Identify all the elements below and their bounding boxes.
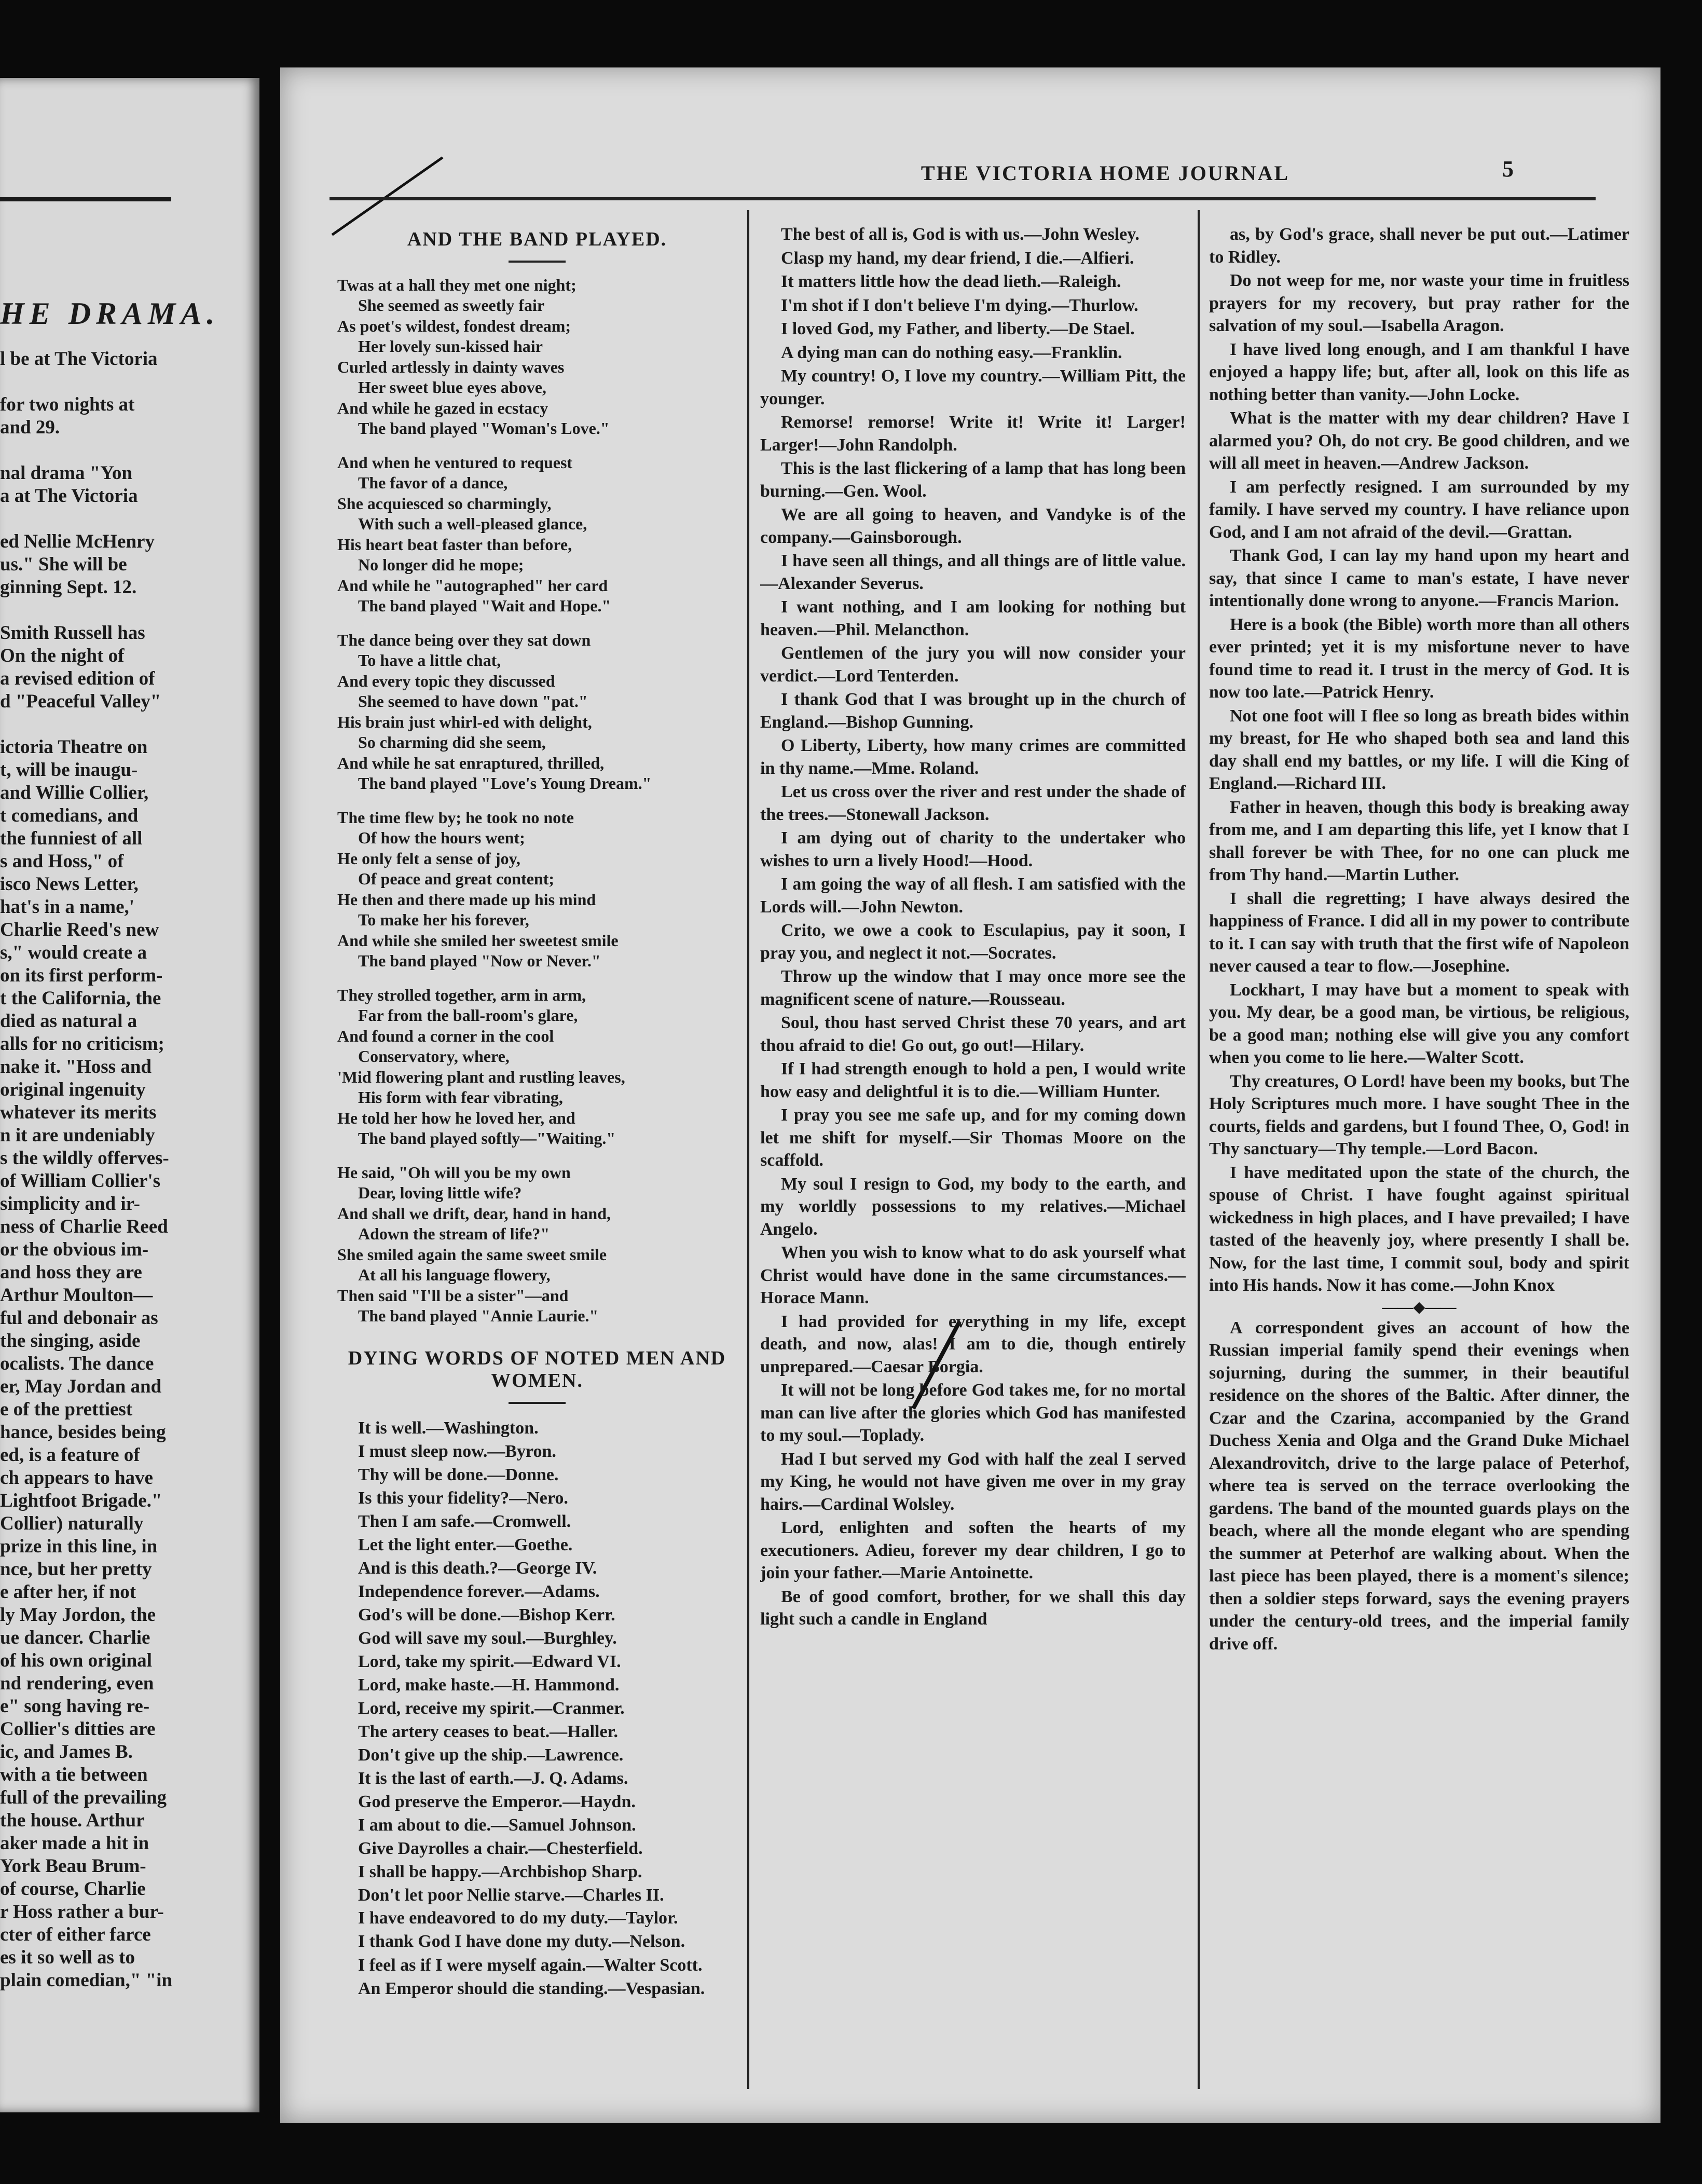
stub-line: s," would create a (0, 942, 147, 963)
quote-paragraph: This is the last flickering of a lamp that has long been burning.—Gen. Wool. (760, 459, 1186, 501)
stub-line: Arthur Moulton— (0, 1285, 153, 1306)
quote-paragraph: If I had strength enough to hold a pen, I would write how easy and delightful it is to die.—William Hunter. (760, 1059, 1186, 1101)
stub-line: Lightfoot Brigade." (0, 1490, 162, 1511)
stub-line: hance, besides being (0, 1422, 166, 1443)
stub-line: On the night of (0, 645, 125, 666)
quote-paragraph: I am perfectly resigned. I am surrounded by my family. I have served my country. I have reliance upon God, and I am not afraid of the devil.—Grattan. (1209, 477, 1629, 542)
stub-line: es it so well as to (0, 1947, 135, 1968)
stub-line (0, 371, 182, 393)
stub-line: nake it. "Hoss and (0, 1056, 152, 1077)
quote-paragraph: Clasp my hand, my dear friend, I die.—Alfieri. (781, 248, 1134, 268)
stub-line: for two nights at (0, 394, 135, 415)
quote-paragraph: Had I but served my God with half the zeal I served my King, he would not have given me over in my gray hairs.—Cardinal Wolsley. (760, 1449, 1186, 1514)
stub-line: ictoria Theatre on (0, 736, 148, 758)
quote-paragraph: I feel as if I were myself again.—Walter Scott. (358, 1955, 703, 1975)
quote-line: And is this death.?—George IV. (358, 1558, 597, 1578)
quote-paragraph: I thank God I have done my duty.—Nelson. (358, 1932, 685, 1951)
column-1 (337, 223, 737, 2112)
poem-line: The dance being over they sat down (337, 630, 591, 649)
quote-paragraph: I have seen all things, and all things are of little value.—Alexander Severus. (760, 551, 1186, 593)
poem-line: He only felt a sense of joy, (337, 849, 520, 868)
stub-line: the singing, aside (0, 1330, 141, 1352)
quote-paragraph: Thy creatures, O Lord! have been my books, but The Holy Scriptures much more. I have sought Thee in the courts, fields and gardens, but I found Thee, O, God! in Thy sanctuary—Thy temple.—Lord Bacon. (1209, 1071, 1629, 1158)
poem-line: Of how the hours went; (358, 828, 525, 847)
poem-stanza (337, 453, 737, 617)
stub-line: simplicity and ir- (0, 1193, 140, 1214)
poem-line: His form with fear vibrating, (358, 1088, 563, 1107)
poem-line: Adown the stream of life?" (358, 1224, 550, 1243)
quote-paragraph: I loved God, my Father, and liberty.—De Stael. (781, 319, 1135, 338)
quote-paragraph: My soul I resign to God, my body to the earth, and my worldly possessions to my relatives.—Michael Angelo. (760, 1174, 1186, 1239)
quote-paragraph: Soul, thou hast served Christ these 70 years, and art thou afraid to die! Go out, go out!—Hilary. (760, 1013, 1186, 1055)
poem-line: He then and there made up his mind (337, 890, 596, 909)
quote-paragraph: I am dying out of charity to the undertaker who wishes to urn a lively Hood!—Hood. (760, 828, 1186, 870)
quote-paragraph: as, by God's grace, shall never be put out.—Latimer to Ridley. (1209, 225, 1629, 267)
poem-line: And shall we drift, dear, hand in hand, (337, 1204, 611, 1223)
stub-line: prize in this line, in (0, 1536, 158, 1557)
stub-line (0, 599, 182, 622)
poem-line: Dear, loving little wife? (358, 1183, 522, 1202)
stub-line: er, May Jordan and (0, 1376, 162, 1397)
quote-paragraph: I shall die regretting; I have always desired the happiness of France. I did all in my power to contribute to it. I can say with truth that the first wife of Napoleon never caused a tear to flow.—Josephine. (1209, 889, 1629, 976)
stub-line: and hoss they are (0, 1262, 142, 1283)
quote-line: Lord, receive my spirit.—Cranmer. (358, 1698, 625, 1718)
quote-line: Give Dayrolles a chair.—Chesterfield. (358, 1838, 643, 1858)
stub-line: hat's in a name,' (0, 896, 135, 918)
quote-line: Lord, take my spirit.—Edward VI. (358, 1651, 621, 1671)
quote-line: The artery ceases to beat.—Haller. (358, 1722, 619, 1741)
poem-line: And every topic they discussed (337, 671, 555, 690)
quotes-col2 (760, 223, 1186, 1631)
poem-line: Then said "I'll be a sister"—and (337, 1286, 569, 1305)
quote-paragraph: When you wish to know what to do ask yourself what Christ would have done in the same circumstances.—Horace Mann. (760, 1243, 1186, 1307)
quote-paragraph: What is the matter with my dear children? Have I alarmed you? Oh, do not cry. Be good children, and we will all meet in heaven.—Andrew Jackson. (1209, 408, 1629, 473)
stub-line: s and Hoss," of (0, 851, 124, 872)
poem-line: And while he gazed in ecstacy (337, 398, 548, 417)
ornament-divider: ——◆—— (1382, 1298, 1457, 1316)
quotes-col3 (1209, 223, 1629, 1297)
stub-line (0, 508, 182, 530)
quote-paragraph: Crito, we owe a cook to Esculapius, pay it soon, I pray you, and neglect it not.—Socrates. (760, 921, 1186, 963)
poem-line: He said, "Oh will you be my own (337, 1163, 571, 1182)
quote-line: Independence forever.—Adams. (358, 1581, 600, 1601)
quote-line: It is well.—Washington. (358, 1418, 539, 1438)
quote-paragraph: My country! O, I love my country.—William Pitt, the younger. (760, 366, 1186, 408)
stub-line: t, will be inaugu- (0, 759, 138, 781)
stub-line: ly May Jordon, the (0, 1604, 156, 1626)
title-dash-2 (509, 1402, 566, 1404)
page-number: 5 (1502, 156, 1514, 182)
stub-line: aker made a hit in (0, 1833, 149, 1854)
stub-line: Charlie Reed's new (0, 919, 159, 940)
quote-paragraph: Not one foot will I flee so long as breath bides within my breast, for He who shaped both sea and land this day shall end my battles, or my life. I will die King of England.—Richard III. (1209, 706, 1629, 793)
stub-line: with a tie between (0, 1764, 148, 1785)
quote-paragraph: Here is a book (the Bible) worth more than all others ever printed; yet it is my misfortune never to have found time to read it. I trust in the mercy of God. It is now too late.—Patrick Henry. (1209, 615, 1629, 702)
stub-line: or the obvious im- (0, 1239, 149, 1260)
stub-line: Smith Russell has (0, 622, 145, 644)
poem-line: She seemed as sweetly fair (358, 296, 545, 315)
stub-line: and 29. (0, 417, 60, 438)
stub-line: nd rendering, even (0, 1673, 154, 1694)
poem-line: To make her his forever, (358, 910, 529, 929)
quote-paragraph: Lockhart, I may have but a moment to speak with you. My dear, be a good man, be virtious, be religious, be a good man; nothing else will give you any comfort when you come to lie here.—Walter Scott. (1209, 980, 1629, 1067)
stub-line: the house. Arthur (0, 1810, 145, 1831)
poem-line: The band played "Now or Never." (358, 951, 601, 970)
poem-body (337, 275, 737, 1327)
quote-line: It is the last of earth.—J. Q. Adams. (358, 1768, 628, 1788)
quote-paragraph: I pray you see me safe up, and for my coming down let me shift for myself.—Sir Thomas Moore on the scaffold. (760, 1105, 1186, 1170)
poem-line: And when he ventured to request (337, 453, 573, 472)
quote-paragraph: I have lived long enough, and I am thankful I have enjoyed a happy life; but, after all, look on this life as nothing better than vanity.—John Locke. (1209, 339, 1629, 404)
quote-line: Thy will be done.—Donne. (358, 1465, 559, 1484)
poem-line: He told her how he loved her, and (337, 1108, 575, 1127)
poem-line: They strolled together, arm in arm, (337, 985, 586, 1004)
poem-line: The band played "Love's Young Dream." (358, 774, 652, 793)
poem-line: She smiled again the same sweet smile (337, 1245, 607, 1264)
adjacent-page-stub (0, 78, 259, 2112)
quote-paragraph: Remorse! remorse! Write it! Write it! Larger! Larger!—John Randolph. (760, 413, 1186, 455)
stub-line: ocalists. The dance (0, 1353, 154, 1374)
column-rule-1 (747, 210, 749, 2089)
stub-line: York Beau Brum- (0, 1855, 146, 1877)
stub-line: ginning Sept. 12. (0, 577, 137, 598)
dying-words-title: DYING WORDS OF NOTED MEN AND WOMEN. (348, 1347, 726, 1391)
quote-line: Let the light enter.—Goethe. (358, 1535, 573, 1554)
quote-line: Is this your fidelity?—Nero. (358, 1488, 568, 1508)
stub-line: nce, but her pretty (0, 1559, 152, 1580)
poem-stanza (337, 1163, 737, 1327)
stub-line: alls for no criticism; (0, 1033, 164, 1055)
poem-line: So charming did she seem, (358, 733, 546, 752)
stub-line: Collier's ditties are (0, 1718, 156, 1740)
poem-line: His brain just whirl-ed with delight, (337, 712, 592, 731)
quote-line: God preserve the Emperor.—Haydn. (358, 1792, 636, 1811)
quote-paragraph: The best of all is, God is with us.—John Wesley. (781, 225, 1140, 244)
stub-line: nal drama "Yon (0, 462, 132, 484)
title-dash (509, 261, 566, 263)
quote-paragraph: It matters little how the dead lieth.—Raleigh. (781, 272, 1121, 291)
short-quotes (337, 1416, 737, 1907)
stub-line: e of the prettiest (0, 1399, 133, 1420)
poem-line: The band played softly—"Waiting." (358, 1129, 616, 1148)
quote-line: Then I am safe.—Cromwell. (358, 1511, 571, 1531)
stub-line: of William Collier's (0, 1170, 161, 1192)
poem-line: The band played "Wait and Hope." (358, 596, 611, 615)
stub-line: r Hoss rather a bur- (0, 1901, 164, 1922)
quote-paragraph: I thank God that I was brought up in the church of England.—Bishop Gunning. (760, 690, 1186, 732)
quote-paragraph: Gentlemen of the jury you will now consider your verdict.—Lord Tenterden. (760, 644, 1186, 686)
newspaper-page (280, 67, 1660, 2123)
quote-line: God's will be done.—Bishop Kerr. (358, 1605, 615, 1625)
stub-line: e" song having re- (0, 1696, 150, 1717)
quote-paragraph: I had provided for everything in my life, except death, and now, alas! I am to die, though entirely unprepared.—Caesar Borgia. (760, 1312, 1186, 1376)
russian-family-paragraph: A correspondent gives an account of how the Russian imperial family spend their evenings when sojurning, during the summer, in their beautiful residence on the shores of the Baltic. After dinner, the Czar and the Czarina, accompanied by the Grand Duchess Xenia and Olga and the Grand Duke Michael Alexandrovitch, drive to the large palace of Peterhof, where tea is served on the terrace overlooking the gardens. The band of the mounted guards plays on the beach, where all the monde elegant who are spending the summer at Peterhof are walking about. When the last piece has been played, there is a moment's silence; then a soldier steps forward, says the evening prayers under the century-old trees, and the imperial family drive off. (1209, 1318, 1629, 1654)
poem-line: At all his language flowery, (358, 1265, 551, 1284)
quote-paragraph: Let us cross over the river and rest under the shade of the trees.—Stonewall Jackson. (760, 782, 1186, 824)
poem-line: And found a corner in the cool (337, 1026, 554, 1045)
stub-text-lines (0, 348, 182, 1992)
stub-line: l be at The Victoria (0, 348, 158, 370)
quote-paragraph: Throw up the window that I may once more see the magnificent scene of nature.—Rousseau. (760, 967, 1186, 1009)
poem-line: And while she smiled her sweetest smile (337, 931, 619, 950)
stub-line: original ingenuity (0, 1079, 146, 1100)
stub-line: a at The Victoria (0, 485, 138, 507)
quote-line: God will save my soul.—Burghley. (358, 1628, 617, 1648)
poem-line: She seemed to have down "pat." (358, 692, 588, 711)
stub-line: us." She will be (0, 554, 127, 575)
quote-paragraph: I'm shot if I don't believe I'm dying.—Thurlow. (781, 295, 1138, 315)
stub-line: t the California, the (0, 988, 161, 1009)
column-3 (1209, 223, 1629, 2112)
poem-line: The band played "Woman's Love." (358, 419, 610, 438)
poem-stanza (337, 275, 737, 439)
stub-line: died as natural a (0, 1011, 138, 1032)
stub-line: ue dancer. Charlie (0, 1627, 150, 1648)
stub-line: ness of Charlie Reed (0, 1216, 168, 1237)
stub-line: full of the prevailing (0, 1787, 167, 1808)
poem-line: With such a well-pleased glance, (358, 514, 587, 533)
poem-line: And while he "autographed" her card (337, 576, 608, 595)
column-2 (760, 223, 1186, 2112)
poem-line: 'Mid flowering plant and rustling leaves, (337, 1067, 625, 1086)
stub-line: ch appears to have (0, 1467, 153, 1489)
poem-line: And while he sat enraptured, thrilled, (337, 753, 605, 772)
quote-paragraph: Do not weep for me, nor waste your time in fruitless prayers for my recovery, but pray rather for the salvation of my soul.—Isabella Aragon. (1209, 271, 1629, 335)
poem-line: Of peace and great content; (358, 869, 554, 888)
stub-line: the funniest of all (0, 828, 143, 849)
stub-line: Collier) naturally (0, 1513, 144, 1534)
quote-line: Don't give up the ship.—Lawrence. (358, 1745, 624, 1765)
quote-line: Lord, make haste.—H. Hammond. (358, 1675, 620, 1695)
quote-paragraph: I have meditated upon the state of the church, the spouse of Christ. I have fought against spiritual wickedness in high places, and I have prevailed; I have tasted of the heavenly joy, where presently I shall be. Now, for the last time, I commit soul, body and spirit into His hands. Now it has come.—John Knox (1209, 1163, 1629, 1295)
quote-paragraph: Be of good comfort, brother, for we shall this day light such a candle in England (760, 1587, 1186, 1629)
stub-rule (0, 197, 171, 201)
poem-line: Far from the ball-room's glare, (358, 1006, 578, 1025)
poem-line: The band played "Annie Laurie." (358, 1306, 599, 1325)
poem-stanza (337, 808, 737, 972)
poem-line: She acquiesced so charmingly, (337, 494, 552, 513)
poem-line: Twas at a hall they met one night; (337, 275, 577, 294)
stub-line: a revised edition of (0, 668, 155, 689)
quote-paragraph: An Emperor should die standing.—Vespasian. (358, 1979, 705, 1998)
stub-line: and Willie Collier, (0, 782, 149, 803)
poem-stanza (337, 985, 737, 1149)
stub-line: d "Peaceful Valley" (0, 691, 161, 712)
quote-paragraph: I have endeavored to do my duty.—Taylor. (358, 1908, 678, 1928)
stub-heading: HE DRAMA. (0, 296, 220, 331)
stub-line: cter of either farce (0, 1924, 151, 1945)
quote-paragraph: I am going the way of all flesh. I am satisfied with the Lords will.—John Newton. (760, 875, 1186, 917)
stub-line: e after her, if not (0, 1581, 136, 1603)
stub-line: isco News Letter, (0, 873, 139, 895)
poem-line: Her lovely sun-kissed hair (358, 337, 543, 356)
stub-line: s the wildly offerves- (0, 1148, 169, 1169)
poem-line: His heart beat faster than before, (337, 535, 572, 554)
quote-paragraph: Thank God, I can lay my hand upon my heart and say, that since I came to man's estate, I have never intentionally done wrong to anyone.—Francis Marion. (1209, 546, 1629, 610)
poem-line: No longer did he mope; (358, 555, 524, 574)
long-quotes-col1 (337, 1907, 737, 2000)
quote-paragraph: Father in heaven, though this body is breaking away from me, and I am departing this life, yet I know that I shall forever be with Thee, for no one can pluck me from Thy hand.—Martin Luther. (1209, 797, 1629, 884)
stub-line: of his own original (0, 1650, 152, 1671)
poem-line: To have a little chat, (358, 651, 501, 670)
stub-line: ed, is a feature of (0, 1444, 140, 1466)
stub-line (0, 439, 182, 462)
poem-line: The time flew by; he took no note (337, 808, 574, 827)
quote-paragraph: A dying man can do nothing easy.—Franklin. (781, 343, 1122, 362)
header-rule (330, 197, 1596, 200)
masthead-title: THE VICTORIA HOME JOURNAL (921, 161, 1290, 185)
quote-line: I must sleep now.—Byron. (358, 1441, 556, 1461)
stub-line: ed Nellie McHenry (0, 531, 155, 552)
stub-line: t comedians, and (0, 805, 139, 826)
poem-line: The favor of a dance, (358, 473, 508, 492)
stub-line: ic, and James B. (0, 1741, 133, 1763)
quote-paragraph: O Liberty, Liberty, how many crimes are committed in thy name.—Mme. Roland. (760, 736, 1186, 778)
quote-paragraph: I want nothing, and I am looking for nothing but heaven.—Phil. Melancthon. (760, 597, 1186, 639)
quote-paragraph: Lord, enlighten and soften the hearts of my executioners. Adieu, forever my dear children, I go to join your father.—Marie Antoinette. (760, 1518, 1186, 1582)
stub-line: ful and debonair as (0, 1307, 158, 1329)
poem-stanza (337, 630, 737, 794)
column-rule-2 (1198, 210, 1200, 2089)
stub-line: on its first perform- (0, 965, 163, 986)
poem-line: Her sweet blue eyes above, (358, 378, 546, 397)
stub-line (0, 713, 182, 736)
poem-line: Conservatory, where, (358, 1047, 510, 1066)
poem-line: As poet's wildest, fondest dream; (337, 316, 571, 335)
stub-line: of course, Charlie (0, 1878, 146, 1900)
poem-line: Curled artlessly in dainty waves (337, 357, 565, 376)
quote-paragraph: It will not be long before God takes me, for no mortal man can live after the glories which God has manifested to my soul.—Toplady. (760, 1381, 1186, 1445)
stub-line: whatever its merits (0, 1102, 157, 1123)
stub-line: n it are undeniably (0, 1125, 155, 1146)
quote-line: Don't let poor Nellie starve.—Charles II. (358, 1885, 664, 1905)
quote-line: I shall be happy.—Archbishop Sharp. (358, 1862, 642, 1881)
quote-line: I am about to die.—Samuel Johnson. (358, 1815, 636, 1835)
quote-paragraph: We are all going to heaven, and Vandyke is of the company.—Gainsborough. (760, 505, 1186, 547)
poem-title: AND THE BAND PLAYED. (407, 228, 667, 250)
stub-line: plain comedian," "in (0, 1970, 173, 1991)
